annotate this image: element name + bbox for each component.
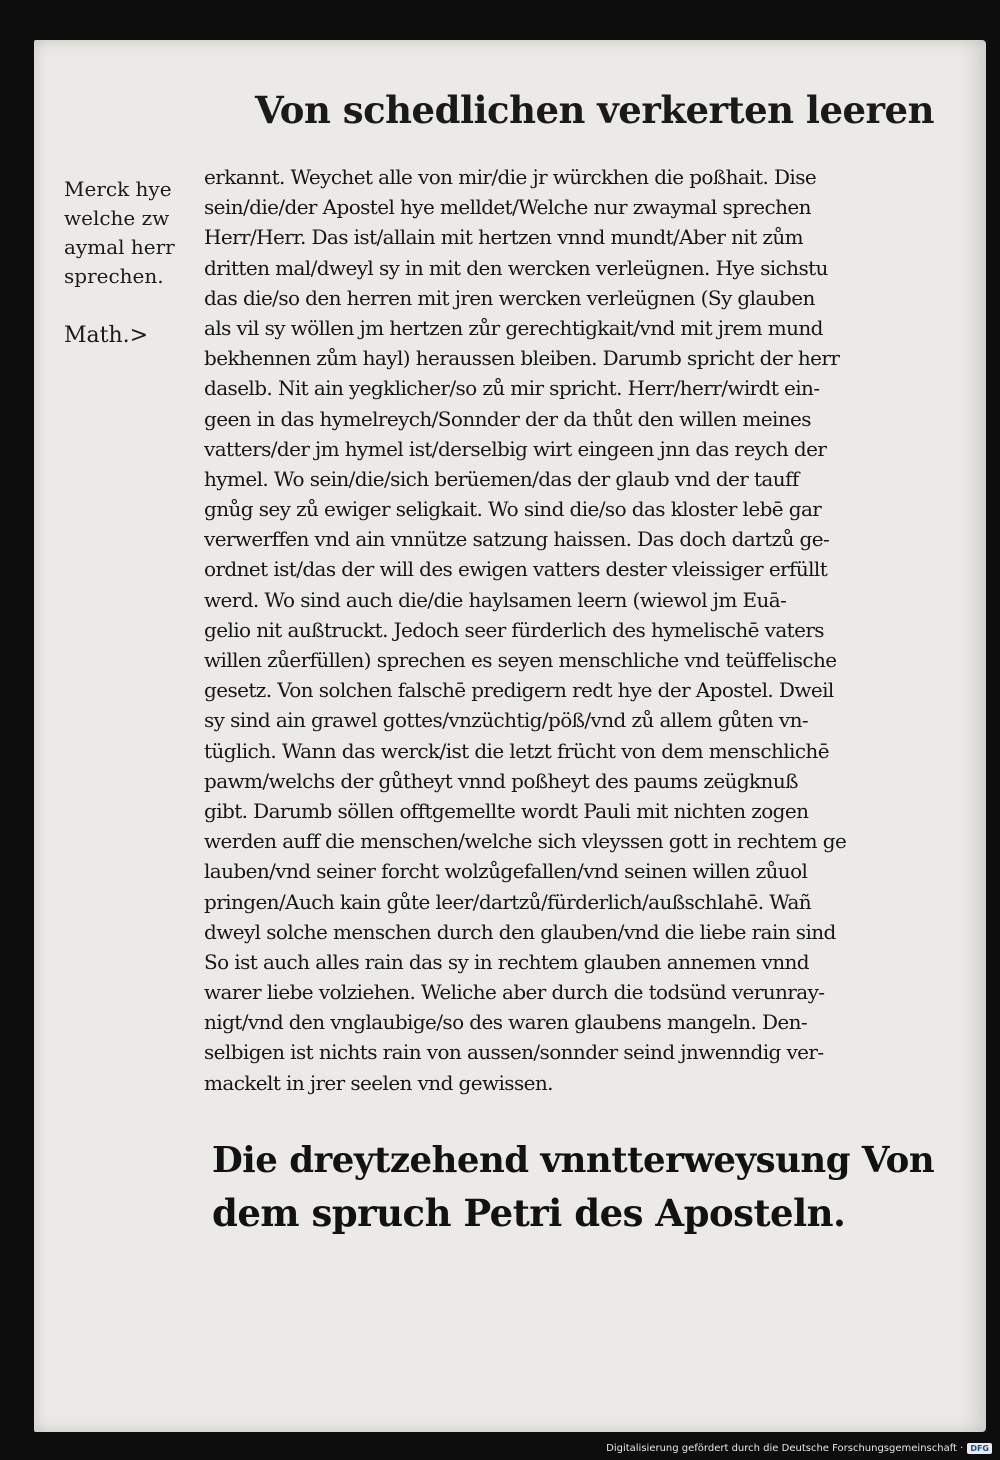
text-line: gesetz. Von solchen falschē predigern redt hye der Apostel. Dweil [204,678,834,703]
text-line: nigt/vnd den vnglaubige/so des waren glaubens mangeln. Den- [204,1010,808,1035]
text-line: werden auff die menschen/welche sich vleyssen gott in rechtem ge [204,829,847,854]
text-line: Herr/Herr. Das ist/allain mit hertzen vnnd mundt/Aber nit zům [204,225,804,250]
text-line: dweyl solche menschen durch den glauben/vnd die liebe rain sind [204,919,836,944]
text-line: geen in das hymelreych/Sonnder der da thůt den willen meines [204,406,811,431]
margin-note-scripture-ref: Math.> [64,323,149,348]
body-text [204,162,934,1098]
text-line: gibt. Darumb söllen offtgemellte wordt Pauli mit nichten zogen [204,798,809,823]
section-heading [212,1135,942,1239]
running-head: Von schedlichen verkerten leeren [255,88,934,132]
section-heading-line: Die dreytzehend vnntterweysung Von [212,1140,935,1181]
text-line: gelio nit außtruckt. Jedoch seer fürderlich des hymelischē vaters [204,617,824,642]
text-line: vatters/der jm hymel ist/derselbig wirt eingeen jnn das reych der [204,436,827,461]
text-line: pawm/welchs der gůtheyt vnnd poßheyt des paums zeügknuß [204,768,798,793]
text-line: mackelt in jrer seelen vnd gewissen. [204,1070,553,1095]
text-line: pringen/Auch kain gůte leer/dartzů/fürderlich/außschlahē. Wañ [204,889,812,914]
text-line: hymel. Wo sein/die/sich berüemen/das der glaub vnd der tauff [204,466,799,491]
text-line: gnůg sey zů ewiger seligkait. Wo sind die/so das kloster lebē gar [204,497,822,522]
margin-note: Merck hye welche zw aymal herr sprechen. [64,177,175,288]
text-line: warer liebe volziehen. Weliche aber durch die todsünd verunray- [204,980,825,1005]
credit-text: Digitalisierung gefördert durch die Deutsche Forschungsgemeinschaft · [606,1442,964,1454]
dfg-logo-icon: DFG [967,1443,992,1454]
text-line: ordnet ist/das der will des ewigen vatters dester vleissiger erfüllt [204,557,828,582]
text-line: sy sind ain grawel gottes/vnzüchtig/pöß/vnd zů allem gůten vn- [204,708,809,733]
book-page [34,40,986,1432]
text-line: willen zůerfüllen) sprechen es seyen menschliche vnd teüffelische [204,648,837,672]
text-line: werd. Wo sind auch die/die haylsamen leern (wiewol jm Euā- [204,587,787,612]
marginalia [64,175,204,380]
text-line: lauben/vnd seiner forcht wolzůgefallen/vnd seinen willen zůuol [204,859,808,884]
text-line: tüglich. Wann das werck/ist die letzt frücht von dem menschlichē [204,738,829,763]
digitization-credit-bar [606,1440,992,1456]
text-line: als vil sy wöllen jm hertzen zůr gerechtigkait/vnd mit jrem mund [204,315,823,340]
text-line: verwerffen vnd ain vnnütze satzung haissen. Das doch dartzů ge- [204,527,830,552]
text-line: So ist auch alles rain das sy in rechtem glauben annemen vnnd [204,949,809,974]
text-line: dritten mal/dweyl sy in mit den wercken verleügnen. Hye sichstu [204,255,828,280]
section-heading-line: dem spruch Petri des Aposteln. [212,1191,846,1235]
text-line: das die/so den herren mit jren wercken verleügnen (Sy glauben [204,285,815,310]
text-line: bekhennen zům hayl) heraussen bleiben. Darumb spricht der herr [204,346,840,371]
text-line: daselb. Nit ain yegklicher/so zů mir spricht. Herr/herr/wirdt ein- [204,376,820,401]
text-line: sein/die/der Apostel hye melldet/Welche nur zwaymal sprechen [204,195,811,220]
text-line: selbigen ist nichts rain von aussen/sonnder seind jnwenndig ver- [204,1040,824,1065]
text-line: erkannt. Weychet alle von mir/die jr würckhen die poßhait. Dise [204,165,817,189]
